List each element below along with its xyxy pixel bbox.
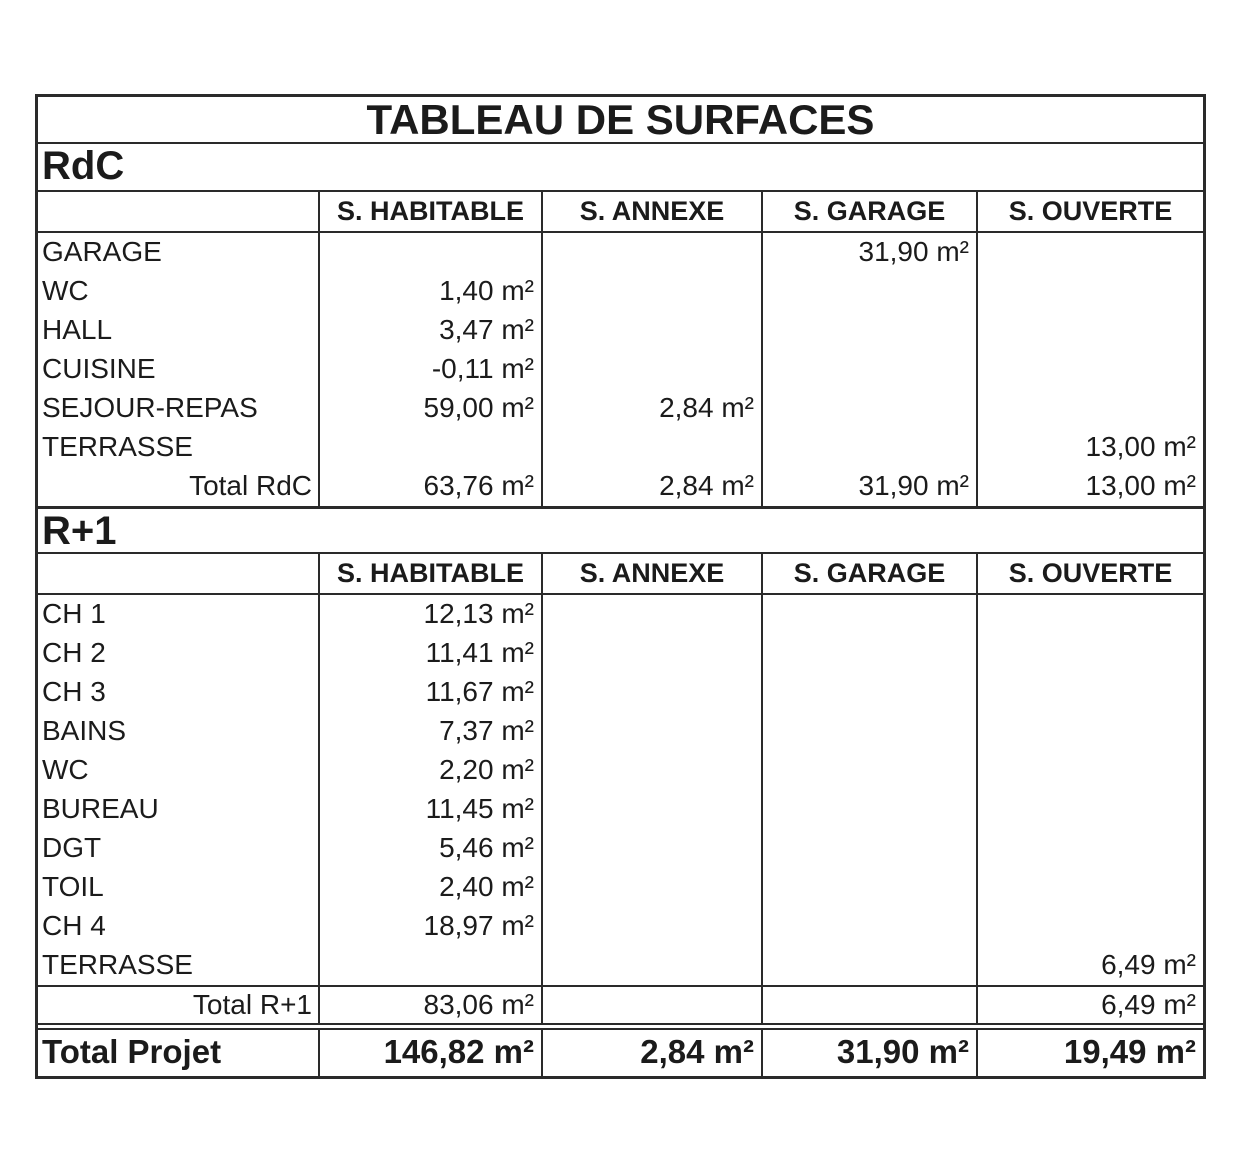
- cell-annexe: [541, 634, 761, 673]
- cell-ouverte: [976, 673, 1203, 712]
- grand-total-label: Total Projet: [42, 1033, 222, 1070]
- table-row: [38, 907, 1203, 946]
- cell-habitable: 12,13 m²: [318, 595, 541, 634]
- room-label: TOIL: [42, 871, 104, 902]
- cell-annexe: 2,84 m²: [541, 389, 761, 428]
- table-row: [38, 673, 1203, 712]
- double-rule-divider: [38, 1023, 1203, 1030]
- cell-annexe: [541, 311, 761, 350]
- total-row-rdc: [38, 467, 1203, 506]
- header-garage: S. GARAGE: [761, 192, 976, 231]
- cell-habitable: 2,20 m²: [318, 751, 541, 790]
- room-label: HALL: [42, 314, 113, 345]
- cell-habitable: 7,37 m²: [318, 712, 541, 751]
- cell-garage: [761, 751, 976, 790]
- cell-ouverte: [976, 907, 1203, 946]
- cell-annexe: [541, 233, 761, 272]
- cell-annexe: [541, 712, 761, 751]
- cell-garage: [761, 272, 976, 311]
- cell-habitable: 59,00 m²: [318, 389, 541, 428]
- total-label: Total RdC: [189, 470, 312, 501]
- total-annexe: [541, 987, 761, 1023]
- cell-annexe: [541, 673, 761, 712]
- cell-garage: [761, 946, 976, 985]
- header-row-r1: [38, 554, 1203, 595]
- header-ouverte: S. OUVERTE: [976, 554, 1203, 593]
- total-ouverte: 6,49 m²: [976, 987, 1203, 1023]
- cell-habitable: 18,97 m²: [318, 907, 541, 946]
- total-garage: 31,90 m²: [761, 467, 976, 506]
- cell-ouverte: [976, 868, 1203, 907]
- cell-ouverte: [976, 311, 1203, 350]
- header-row-rdc: [38, 192, 1203, 233]
- cell-habitable: 11,67 m²: [318, 673, 541, 712]
- table-row: [38, 272, 1203, 311]
- header-garage: S. GARAGE: [761, 554, 976, 593]
- table-row: [38, 311, 1203, 350]
- total-ouverte: 13,00 m²: [976, 467, 1203, 506]
- cell-ouverte: [976, 634, 1203, 673]
- table-row: [38, 790, 1203, 829]
- cell-garage: [761, 790, 976, 829]
- cell-garage: [761, 673, 976, 712]
- grand-total-garage: 31,90 m²: [761, 1030, 976, 1076]
- header-habitable: S. HABITABLE: [318, 192, 541, 231]
- section-label-r1: R+1: [38, 506, 1203, 554]
- room-label: BAINS: [42, 715, 127, 746]
- section-label-rdc: RdC: [38, 144, 1203, 192]
- table-title: TABLEAU DE SURFACES: [38, 97, 1203, 144]
- room-label: CH 1: [42, 598, 106, 629]
- header-ouverte: S. OUVERTE: [976, 192, 1203, 231]
- room-label: CH 2: [42, 637, 106, 668]
- cell-annexe: [541, 350, 761, 389]
- table-row: [38, 751, 1203, 790]
- table-row: [38, 595, 1203, 634]
- table-row: [38, 712, 1203, 751]
- cell-annexe: [541, 595, 761, 634]
- table-row: [38, 233, 1203, 272]
- cell-habitable: 2,40 m²: [318, 868, 541, 907]
- cell-annexe: [541, 428, 761, 467]
- cell-garage: [761, 595, 976, 634]
- header-blank: [38, 554, 318, 593]
- table-row: [38, 946, 1203, 985]
- grand-total-habitable: 146,82 m²: [318, 1030, 541, 1076]
- room-label: CH 4: [42, 910, 106, 941]
- header-blank: [38, 192, 318, 231]
- cell-habitable: 1,40 m²: [318, 272, 541, 311]
- cell-garage: [761, 311, 976, 350]
- total-annexe: 2,84 m²: [541, 467, 761, 506]
- cell-annexe: [541, 272, 761, 311]
- cell-ouverte: [976, 272, 1203, 311]
- cell-habitable: [318, 233, 541, 272]
- cell-annexe: [541, 907, 761, 946]
- table-row: [38, 389, 1203, 428]
- room-label: SEJOUR-REPAS: [42, 392, 258, 423]
- cell-habitable: 3,47 m²: [318, 311, 541, 350]
- table-row: [38, 350, 1203, 389]
- grand-total-row: [38, 1030, 1203, 1076]
- total-row-r1: [38, 985, 1203, 1023]
- total-garage: [761, 987, 976, 1023]
- room-label: CH 3: [42, 676, 106, 707]
- cell-ouverte: 6,49 m²: [976, 946, 1203, 985]
- cell-garage: [761, 829, 976, 868]
- cell-ouverte: [976, 829, 1203, 868]
- cell-annexe: [541, 751, 761, 790]
- room-label: TERRASSE: [42, 949, 193, 980]
- total-label: Total R+1: [192, 989, 312, 1020]
- total-habitable: 63,76 m²: [318, 467, 541, 506]
- cell-garage: [761, 389, 976, 428]
- table-row: [38, 634, 1203, 673]
- room-label: BUREAU: [42, 793, 159, 824]
- room-label: WC: [42, 275, 89, 306]
- cell-habitable: 11,45 m²: [318, 790, 541, 829]
- cell-garage: [761, 634, 976, 673]
- cell-garage: [761, 868, 976, 907]
- cell-ouverte: [976, 595, 1203, 634]
- cell-habitable: 11,41 m²: [318, 634, 541, 673]
- header-annexe: S. ANNEXE: [541, 192, 761, 231]
- cell-ouverte: [976, 389, 1203, 428]
- room-label: DGT: [42, 832, 102, 863]
- cell-annexe: [541, 868, 761, 907]
- cell-habitable: [318, 946, 541, 985]
- surfaces-table: [35, 94, 1206, 1079]
- total-habitable: 83,06 m²: [318, 987, 541, 1023]
- cell-garage: 31,90 m²: [761, 233, 976, 272]
- cell-annexe: [541, 946, 761, 985]
- cell-ouverte: 13,00 m²: [976, 428, 1203, 467]
- table-row: [38, 829, 1203, 868]
- cell-ouverte: [976, 712, 1203, 751]
- header-habitable: S. HABITABLE: [318, 554, 541, 593]
- cell-ouverte: [976, 751, 1203, 790]
- room-label: WC: [42, 754, 89, 785]
- grand-total-ouverte: 19,49 m²: [976, 1030, 1203, 1076]
- cell-garage: [761, 428, 976, 467]
- cell-garage: [761, 350, 976, 389]
- header-annexe: S. ANNEXE: [541, 554, 761, 593]
- grand-total-annexe: 2,84 m²: [541, 1030, 761, 1076]
- cell-garage: [761, 907, 976, 946]
- cell-ouverte: [976, 790, 1203, 829]
- cell-habitable: 5,46 m²: [318, 829, 541, 868]
- room-label: TERRASSE: [42, 431, 193, 462]
- table-row: [38, 428, 1203, 467]
- room-label: CUISINE: [42, 353, 156, 384]
- cell-ouverte: [976, 350, 1203, 389]
- cell-garage: [761, 712, 976, 751]
- cell-annexe: [541, 829, 761, 868]
- room-label: GARAGE: [42, 236, 162, 267]
- cell-habitable: -0,11 m²: [318, 350, 541, 389]
- cell-annexe: [541, 790, 761, 829]
- cell-habitable: [318, 428, 541, 467]
- table-row: [38, 868, 1203, 907]
- cell-ouverte: [976, 233, 1203, 272]
